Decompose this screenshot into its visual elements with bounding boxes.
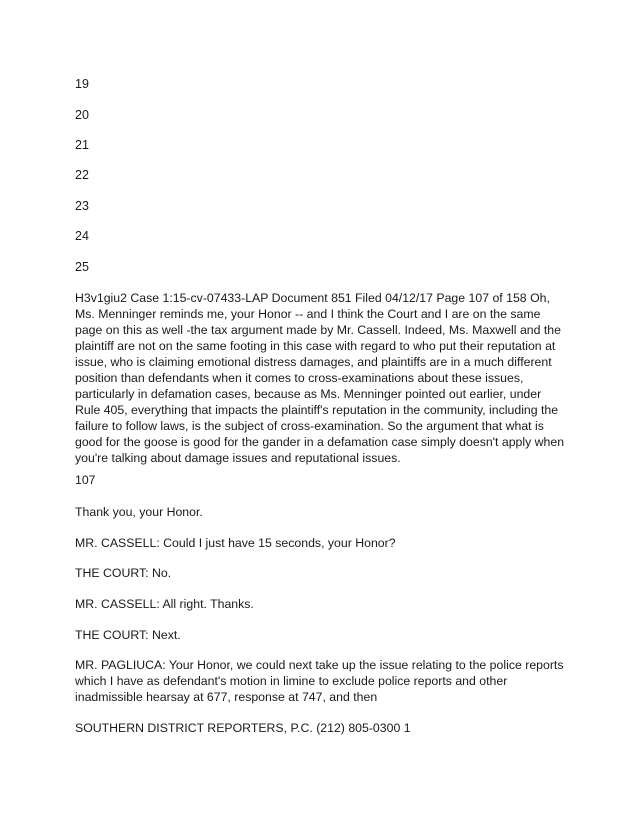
- transcript-paragraph-pagliuca: MR. PAGLIUCA: Your Honor, we could next take up the issue relating to the police reports which I have as defendant's motion in limine to exclude police reports and other inadmissible hearsay at 677, response at 747, and then: [75, 658, 564, 704]
- line-number-22: 22: [75, 168, 89, 182]
- transcript-line-cassell-ok: MR. CASSELL: All right. Thanks.: [75, 597, 254, 611]
- line-number-21: 21: [75, 138, 89, 152]
- transcript-paragraph: H3v1giu2 Case 1:15-cv-07433-LAP Document 851 Filed 04/12/17 Page 107 of 158 Oh, Ms. Menninger reminds me, your Honor -- and I think the Court and I are on the same page on this as well -the tax argument made by Mr. Cassell. Indeed, Ms. Maxwell and the plaintiff are not on the same footing in this case with regard to who put their reputation at issue, who is claiming emotional distress damages, and plaintiffs are in a much different position than defendants when it comes to cross-examinations about these issues, particularly in defamation cases, because as Ms. Menninger pointed out earlier, under Rule 405, everything that impacts the plaintiff's reputation in the community, including the failure to follow laws, is the subject of cross-examination. So the argument that what is good for the goose is good for the gander in a defamation case simply doesn't apply when you're talking about damage issues and reputational issues.: [75, 291, 565, 465]
- line-number-24: 24: [75, 229, 89, 243]
- transcript-line-thanks: Thank you, your Honor.: [75, 505, 203, 519]
- line-number-20: 20: [75, 108, 89, 122]
- transcript-line-court-next: THE COURT: Next.: [75, 628, 181, 642]
- transcript-line-cassell-request: MR. CASSELL: Could I just have 15 seconds, your Honor?: [75, 536, 396, 550]
- line-number-23: 23: [75, 199, 89, 213]
- transcript-line-court-no: THE COURT: No.: [75, 566, 172, 580]
- line-number-25: 25: [75, 260, 89, 274]
- page-number: 107: [75, 473, 96, 487]
- line-number-19: 19: [75, 77, 89, 91]
- reporter-footer: SOUTHERN DISTRICT REPORTERS, P.C. (212) 805-0300 1: [75, 721, 411, 735]
